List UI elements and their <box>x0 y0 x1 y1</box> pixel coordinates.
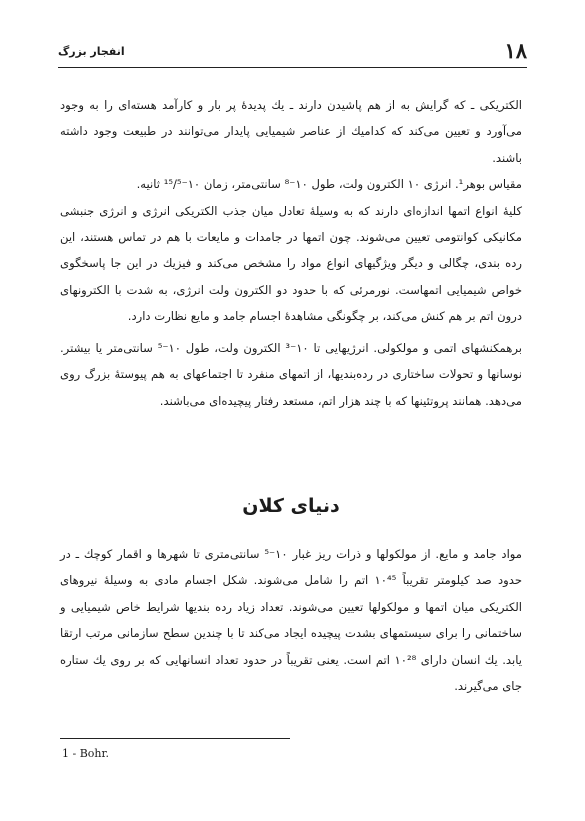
book-title: انفجار بزرگ <box>58 45 125 58</box>
paragraph-bohr-scale: مقیاس بوهر¹. انرژی ١٠ الکترون ولت، طول ١٠⁻⁸ سانتی‌متر، زمان ١٠⁻¹⁵/⁵ ثانیه. <box>136 177 522 192</box>
text-block-top <box>60 92 522 330</box>
paragraph-atom-sizes: کلیهٔ انواع اتمها اندازه‌ای دارند که به وسیلهٔ تعادل میان جذب الکتریکی انرژی و انرژی جنبشی مکانیکی کوانتومی تعیین می‌شوند. چون اتمها در جامدات و مایعات با هم در تماس هستند، این رده بندی، چگالی و دیگر ویژگیهای انواع مواد را مشخص می‌کند و فیزیك در این جا پاسخگوی خواص شیمیایی اتمهاست. نورمرئی که با حدود دو الکترون ولت انرژی، به شدت با الکترونهای درون اتم بر هم کنش می‌کند، بر چگونگی مشاهدهٔ اجسام جامد و مایع نظارت دارد. <box>60 203 522 324</box>
text-block-bottom <box>60 541 522 699</box>
paragraph-solids-liquids: مواد جامد و مایع. از مولکولها و ذرات ریز غبار ١٠⁻⁵ سانتی‌متری تا شهرها و اقمار کوچك ـ در حدود صد کیلومتر تقریباً ١٠⁴⁵ اتم را شامل می‌شوند. شکل اجسام مادی به وسیلهٔ نیروهای الکتریکی میان اتمها و مولکولها تعیین می‌شوند. تعداد زیاد رده بندیها شرایط خاص شیمیایی و ساختمانی را برای سیستمهای بشدت پیچیده ایجاد می‌کند تا با چندین سطح سازمانی مرتب ارتقا یابد. یك انسان دارای ١٠²⁸ اتم است. یعنی تقریباً در حدود تعداد انسانهایی که بر روی یك ستاره جای می‌گیرند. <box>60 547 523 694</box>
footnote: 1 - Bohr. <box>62 747 110 760</box>
text-block-middle <box>60 335 522 414</box>
page-number: ١٨ <box>504 38 527 63</box>
paragraph-molecular-interactions: برهمکنشهای اتمی و مولکولی. انرژیهایی تا ١٠⁻³ الکترون ولت، طول ١٠⁻⁵ سانتی‌متر یا بیشتر. نوسانها و تحولات ساختاری در رده‌بندیها، از اتمهای منفرد تا اجتماعهای به هم پیوستهٔ بزرگ روی می‌دهد. همانند پروتئینها که با چند هزار اتم، مستعد رفتار پیچیده‌ای می‌باشند. <box>60 341 522 408</box>
footnote-rule <box>60 738 290 739</box>
paragraph-continuation: الکتریکی ـ که گرایش به از هم پاشیدن دارند ـ یك پدیدهٔ پر بار و کارآمد هسته‌ای را به وجود می‌آورد و تعیین می‌کند که کدامیك از عناصر شیمیایی پایدار می‌توانند در طبیعت وجود داشته باشند. <box>60 98 522 165</box>
section-heading: دنیای کلان <box>242 495 340 517</box>
running-head <box>58 40 527 62</box>
header-rule <box>58 67 527 68</box>
